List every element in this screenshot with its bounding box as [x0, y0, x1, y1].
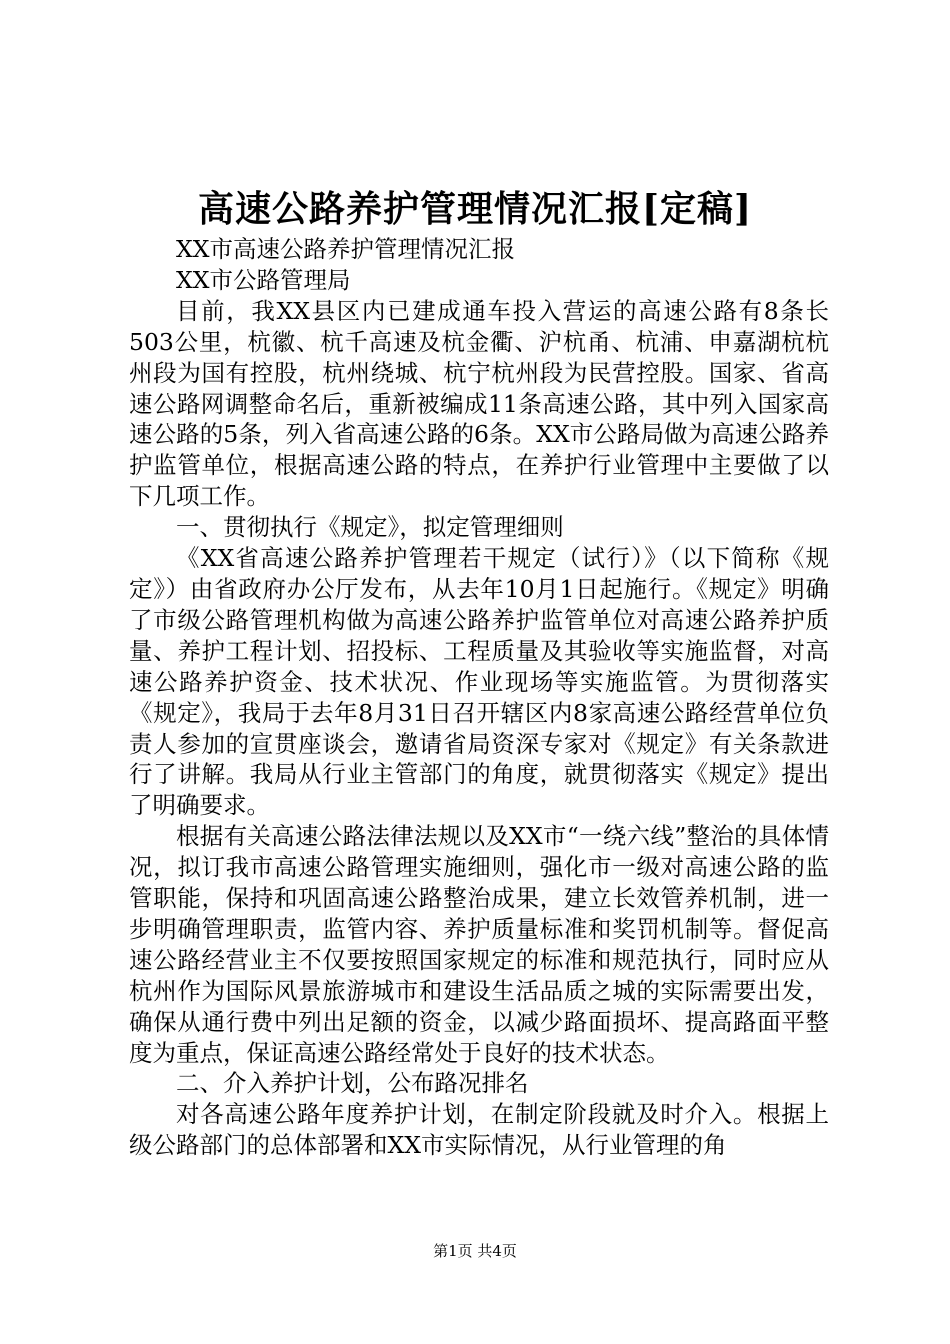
paragraph: XX市公路管理局 — [176, 265, 351, 294]
section-heading: 一、贯彻执行《规定》，拟定管理细则 — [176, 513, 564, 542]
paragraph: XX市高速公路养护管理情况汇报 — [176, 235, 515, 263]
page-footer: 第1页 共4页 — [433, 1242, 517, 1260]
paragraph: 根据有关高速公路法律法规以及XX市“一绕六线”整治的具体情况，拟订我市高速公路管理实施细则，强化市一级对高速公路的监管职能，保持和巩固高速公路整治成果，建立长效管养机制，进一步明确管理职责，监管内容、养护质量标准和奖罚机制等。督促高速公路经营业主不仅要按照国家规定的标准和规范执行，同时应从杭州作为国际风景旅游城市和建设生活品质之城的实际需要出发，确保从通行费中列出足额的资金，以减少路面损坏、提高路面平整度为重点，保证高速公路经常处于良好的技术状态。 — [129, 822, 829, 1067]
document-body — [129, 234, 829, 1161]
section-heading: 二、介入养护计划，公布路况排名 — [176, 1069, 529, 1098]
paragraph: 《XX省高速公路养护管理若干规定（试行）》（以下简称《规定》）由省政府办公厅发布，从去年10月1日起施行。《规定》明确了市级公路管理机构做为高速公路养护监管单位对高速公路养护质量、养护工程计划、招投标、工程质量及其验收等实施监督，对高速公路养护资金、技术状况、作业现场等实施监管。为贯彻落实《规定》，我局于去年8月31日召开辖区内8家高速公路经营单位负责人参加的宣贯座谈会，邀请省局资深专家对《规定》有关条款进行了讲解。我局从行业主管部门的角度，就贯彻落实《规定》提出了明确要求。 — [129, 544, 829, 820]
document-title: 高速公路养护管理情况汇报[定稿] — [197, 188, 753, 230]
paragraph: 对各高速公路年度养护计划，在制定阶段就及时介入。根据上级公路部门的总体部署和XX市实际情况，从行业管理的角 — [129, 1100, 829, 1160]
paragraph: 目前，我XX县区内已建成通车投入营运的高速公路有8条长503公里，杭徽、杭千高速及杭金衢、沪杭甬、杭浦、申嘉湖杭杭州段为国有控股，杭州绕城、杭宁杭州段为民营控股。国家、省高速公路网调整命名后，重新被编成11条高速公路，其中列入国家高速公路的5条，列入省高速公路的6条。XX市公路局做为高速公路养护监管单位，根据高速公路的特点，在养护行业管理中主要做了以下几项工作。 — [129, 296, 829, 511]
